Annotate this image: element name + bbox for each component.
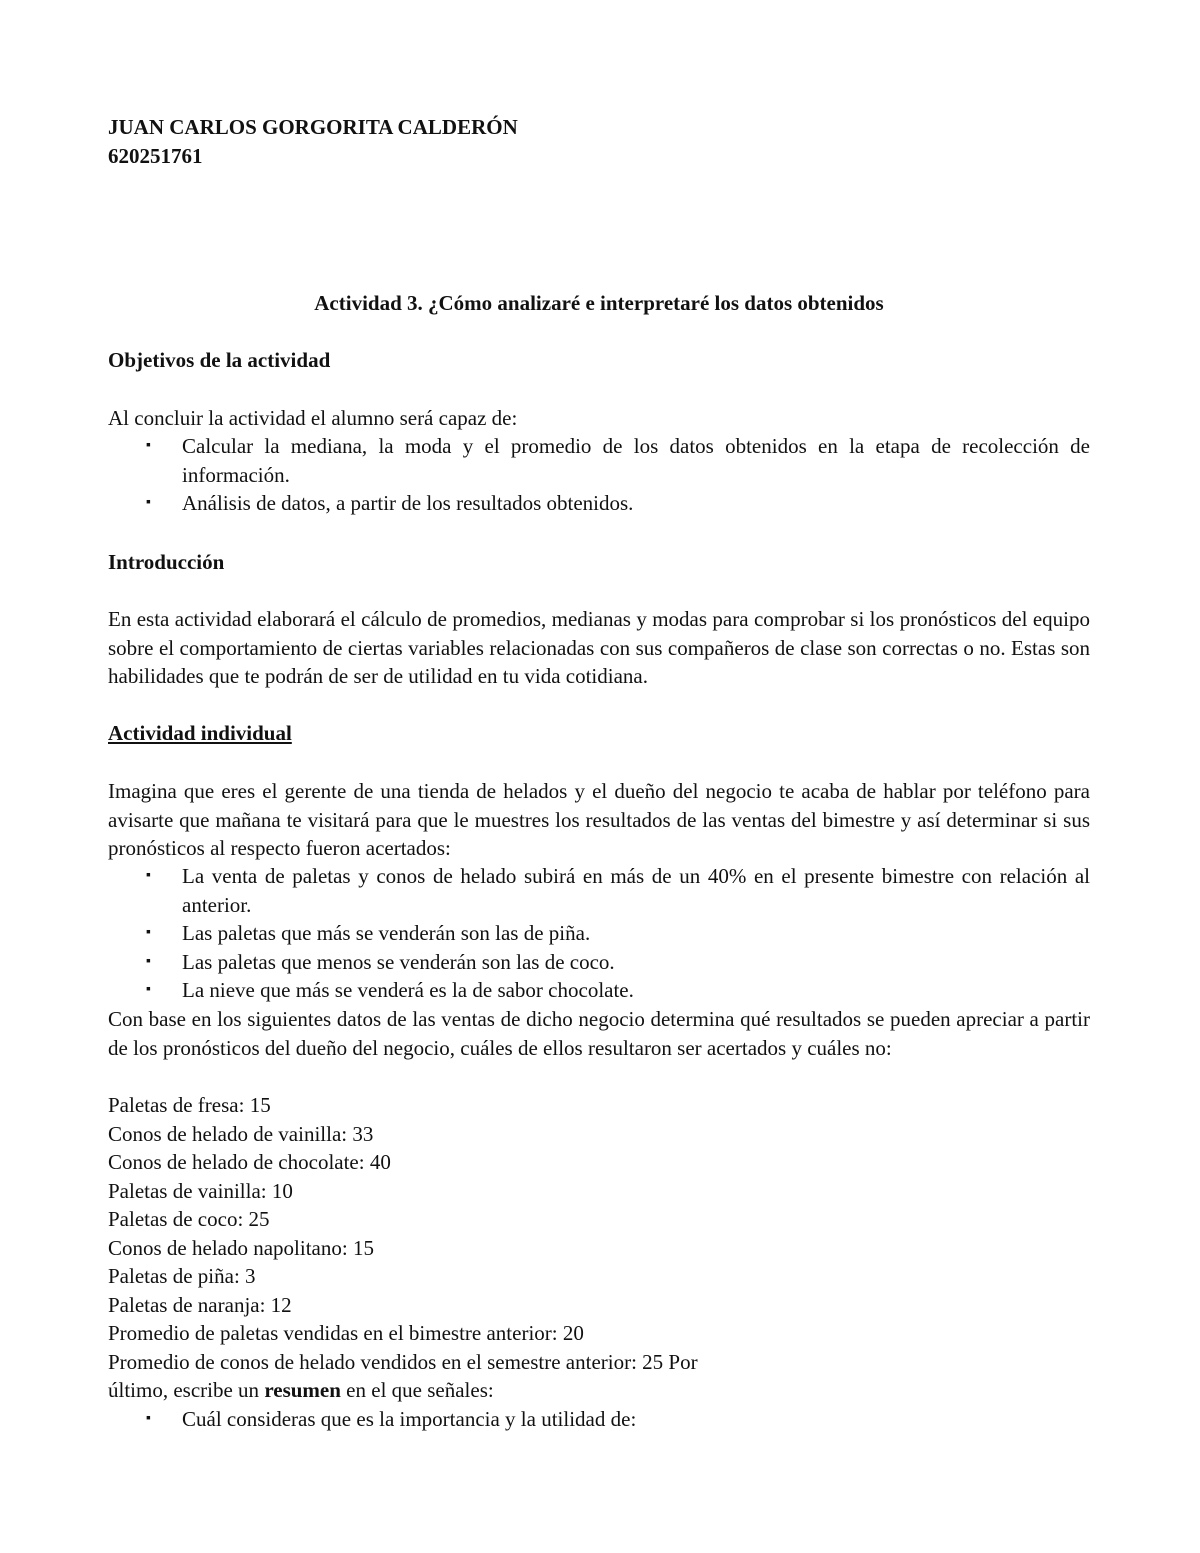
bullet-icon: ▪ <box>146 953 151 969</box>
bullet-icon: ▪ <box>146 868 151 883</box>
summary-prefix: último, escribe un <box>108 1378 265 1402</box>
bullet-icon: ▪ <box>146 925 151 940</box>
bullet-icon: ▪ <box>146 495 151 510</box>
list-item <box>108 919 1090 948</box>
objective-text: Análisis de datos, a partir de los resultados obtenidos. <box>182 491 634 515</box>
forecast-text: Las paletas que menos se venderán son las de coco. <box>182 949 615 974</box>
sales-data-line: Conos de helado de chocolate: 40 <box>108 1150 391 1174</box>
objectives-intro: Al concluir la actividad el alumno será capaz de: <box>108 406 518 430</box>
sales-data-line: Paletas de coco: 25 <box>108 1207 270 1231</box>
bullet-icon: ▪ <box>146 1411 151 1426</box>
sales-data-list <box>108 1091 1090 1405</box>
list-item <box>108 862 1090 919</box>
bullet-icon: ▪ <box>146 982 151 997</box>
author-name: JUAN CARLOS GORGORITA CALDERÓN <box>108 115 518 139</box>
list-item <box>108 489 1090 518</box>
summary-list <box>108 1405 1090 1434</box>
bullet-icon: ▪ <box>146 438 151 453</box>
sales-data-line: Paletas de naranja: 12 <box>108 1292 292 1317</box>
individual-activity-text: Imagina que eres el gerente de una tienda de helados y el dueño del negocio te acaba de hablar por teléfono para avisarte que mañana te visitará para que le muestres los resultados de las ventas del bimestre y así determinar si sus pronósticos al respecto fueron acertados: <box>108 779 1090 860</box>
list-item <box>108 1405 1090 1434</box>
sales-data-line: Paletas de vainilla: 10 <box>108 1178 293 1203</box>
sales-data-line: Conos de helado de vainilla: 33 <box>108 1121 374 1146</box>
page-title: Actividad 3. ¿Cómo analizaré e interpretaré los datos obtenidos <box>314 291 884 315</box>
sales-data-line: Promedio de conos de helado vendidos en el semestre anterior: 25 Por <box>108 1349 698 1374</box>
forecast-text: La venta de paletas y conos de helado subirá en más de un 40% en el presente bimestre con relación al anterior. <box>182 864 1090 917</box>
individual-activity-heading: Actividad individual <box>108 721 292 745</box>
instructions-text: Con base en los siguientes datos de las ventas de dicho negocio determina qué resultados se pueden apreciar a partir de los pronósticos del dueño del negocio, cuáles de ellos resultaron ser acertados y cuáles no: <box>108 1007 1090 1060</box>
sales-data-line: Paletas de piña: 3 <box>108 1264 256 1288</box>
sales-data-line: Promedio de paletas vendidas en el bimestre anterior: 20 <box>108 1321 584 1345</box>
introduction-text: En esta actividad elaborará el cálculo de promedios, medianas y modas para comprobar si los pronósticos del equipo sobre el comportamiento de ciertas variables relacionadas con sus compañeros de clase son correctas o no. Estas son habilidades que te podrán de ser de utilidad en tu vida cotidiana. <box>108 607 1090 688</box>
introduction-heading: Introducción <box>108 550 225 574</box>
forecast-text: La nieve que más se venderá es la de sabor chocolate. <box>182 978 634 1002</box>
list-item <box>108 976 1090 1005</box>
objectives-heading: Objetivos de la actividad <box>108 348 331 372</box>
summary-suffix: en el que señales: <box>340 1378 494 1402</box>
list-item <box>108 948 1090 977</box>
forecast-text: Las paletas que más se venderán son las de piña. <box>182 921 591 945</box>
sales-data-line: Conos de helado napolitano: 15 <box>108 1235 374 1260</box>
summary-item-text: Cuál consideras que es la importancia y la utilidad de: <box>182 1407 637 1431</box>
objective-text: Calcular la mediana, la moda y el promedio de los datos obtenidos en la etapa de recolección de información. <box>182 434 1090 487</box>
summary-keyword: resumen <box>264 1378 341 1402</box>
list-item <box>108 432 1090 489</box>
sales-data-line: Paletas de fresa: 15 <box>108 1093 271 1117</box>
objectives-list <box>108 432 1090 518</box>
summary-instruction <box>108 1376 1090 1405</box>
author-id: 620251761 <box>108 144 203 168</box>
forecast-list <box>108 862 1090 1005</box>
